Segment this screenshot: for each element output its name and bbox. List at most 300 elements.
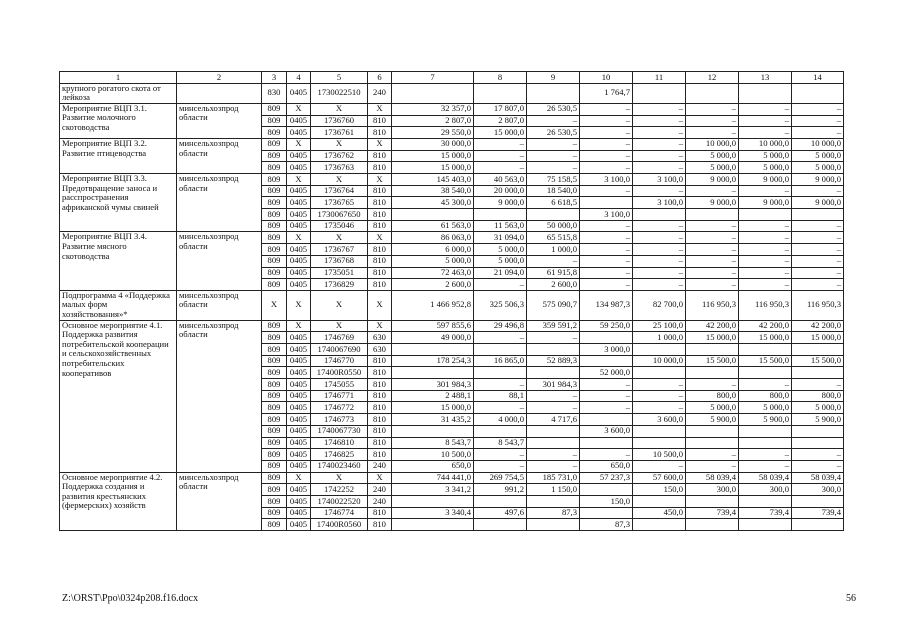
table-cell: [739, 367, 792, 379]
table-cell: 0405: [287, 402, 311, 414]
table-cell: 87,3: [527, 507, 580, 519]
table-cell: 16 865,0: [474, 355, 527, 367]
table-cell: 0405: [287, 379, 311, 391]
table-cell: [580, 332, 633, 344]
table-cell: 450,0: [633, 507, 686, 519]
table-cell: [739, 495, 792, 507]
table-cell: 809: [262, 279, 287, 291]
table-cell: 6 000,0: [392, 244, 474, 256]
table-cell: X: [311, 320, 368, 332]
column-number: 7: [392, 72, 474, 84]
table-cell: [474, 495, 527, 507]
table-cell: 26 530,5: [527, 103, 580, 115]
table-cell: [527, 495, 580, 507]
column-number: 8: [474, 72, 527, 84]
table-cell: 1736763: [311, 162, 368, 174]
table-cell: 1736764: [311, 185, 368, 197]
table-cell: 810: [368, 244, 392, 256]
table-cell: –: [527, 460, 580, 472]
table-cell: [633, 495, 686, 507]
table-cell: –: [686, 255, 739, 267]
table-cell: 10 000,0: [739, 138, 792, 150]
table-cell: 145 403,0: [392, 174, 474, 186]
table-cell: 240: [368, 484, 392, 496]
table-cell: X: [368, 232, 392, 244]
table-cell: 86 063,0: [392, 232, 474, 244]
table-cell: 5 000,0: [474, 255, 527, 267]
table-cell: 301 984,3: [527, 379, 580, 391]
executor: минсельхозпрод области: [177, 138, 262, 173]
table-cell: 809: [262, 220, 287, 232]
table-cell: 810: [368, 390, 392, 402]
table-cell: 809: [262, 115, 287, 127]
table-cell: 50 000,0: [527, 220, 580, 232]
executor: минсельхозпрод области: [177, 472, 262, 530]
table-cell: 809: [262, 174, 287, 186]
table-cell: –: [633, 460, 686, 472]
table-cell: 810: [368, 414, 392, 426]
table-cell: 5 000,0: [392, 255, 474, 267]
table-cell: 2 600,0: [527, 279, 580, 291]
table-cell: 5 000,0: [474, 244, 527, 256]
table-cell: 3 340,4: [392, 507, 474, 519]
table-cell: –: [633, 150, 686, 162]
table-cell: 810: [368, 437, 392, 449]
table-cell: –: [474, 279, 527, 291]
table-cell: –: [474, 150, 527, 162]
table-cell: –: [580, 255, 633, 267]
table-cell: 5 000,0: [792, 162, 844, 174]
table-cell: 1736765: [311, 197, 368, 209]
table-cell: 1740067690: [311, 344, 368, 356]
table-cell: –: [633, 220, 686, 232]
table-cell: 9 000,0: [739, 174, 792, 186]
table-cell: –: [580, 402, 633, 414]
table-cell: [686, 209, 739, 221]
table-cell: [474, 367, 527, 379]
table-cell: 178 254,3: [392, 355, 474, 367]
table-cell: 21 094,0: [474, 267, 527, 279]
table-cell: [792, 519, 844, 531]
table-cell: 810: [368, 127, 392, 139]
table-cell: –: [633, 244, 686, 256]
table-cell: [474, 519, 527, 531]
table-cell: 630: [368, 332, 392, 344]
table-cell: X: [287, 232, 311, 244]
table-cell: X: [262, 290, 287, 320]
activity-name: Основное мероприятие 4.1. Поддержка развития потребительской кооперации и сельскохозяйственных потребительских кооперативов: [60, 320, 177, 472]
table-cell: 0405: [287, 197, 311, 209]
column-number: 12: [686, 72, 739, 84]
activity-name: крупного рогатого скота от лейкоза: [60, 83, 177, 103]
table-cell: 810: [368, 355, 392, 367]
table-cell: 0405: [287, 484, 311, 496]
table-cell: 800,0: [792, 390, 844, 402]
table-cell: 809: [262, 244, 287, 256]
executor: [177, 83, 262, 103]
table-cell: [527, 425, 580, 437]
table-cell: [527, 209, 580, 221]
table-cell: 10 000,0: [633, 355, 686, 367]
table-cell: 116 950,3: [739, 290, 792, 320]
table-cell: 810: [368, 507, 392, 519]
table-cell: 1 150,0: [527, 484, 580, 496]
table-cell: –: [580, 390, 633, 402]
table-cell: 5 000,0: [739, 162, 792, 174]
table-cell: 810: [368, 220, 392, 232]
table-row: [60, 320, 844, 332]
table-cell: 1746772: [311, 402, 368, 414]
table-cell: 809: [262, 209, 287, 221]
table-cell: –: [527, 402, 580, 414]
executor: минсельхозпрод области: [177, 174, 262, 232]
table-cell: 1735046: [311, 220, 368, 232]
table-cell: 5 000,0: [686, 150, 739, 162]
table-cell: 991,2: [474, 484, 527, 496]
table-cell: 0405: [287, 425, 311, 437]
table-cell: 497,6: [474, 507, 527, 519]
table-cell: 810: [368, 379, 392, 391]
table-cell: [474, 83, 527, 103]
table-cell: 0405: [287, 367, 311, 379]
table-row: [60, 290, 844, 320]
activity-name: Мероприятие ВЦП 3.2. Развитие птицеводства: [60, 138, 177, 173]
table-cell: –: [792, 449, 844, 461]
table-cell: 1730022510: [311, 83, 368, 103]
table-cell: –: [686, 460, 739, 472]
table-cell: 1740023460: [311, 460, 368, 472]
table-cell: 325 506,3: [474, 290, 527, 320]
table-cell: 59 250,0: [580, 320, 633, 332]
table-cell: 116 950,3: [792, 290, 844, 320]
table-cell: 18 540,0: [527, 185, 580, 197]
table-cell: 25 100,0: [633, 320, 686, 332]
table-cell: [686, 519, 739, 531]
table-cell: 5 900,0: [739, 414, 792, 426]
table-cell: –: [633, 127, 686, 139]
table-cell: 15 000,0: [739, 332, 792, 344]
table-row: [60, 103, 844, 115]
table-cell: –: [739, 279, 792, 291]
table-cell: –: [686, 103, 739, 115]
table-cell: 809: [262, 355, 287, 367]
table-cell: 2 488,1: [392, 390, 474, 402]
table-cell: 359 591,2: [527, 320, 580, 332]
table-cell: 31 435,2: [392, 414, 474, 426]
column-number: 6: [368, 72, 392, 84]
table-cell: –: [580, 138, 633, 150]
table-cell: –: [686, 127, 739, 139]
table-cell: –: [633, 279, 686, 291]
table-cell: 809: [262, 495, 287, 507]
table-cell: 809: [262, 449, 287, 461]
table-cell: –: [792, 185, 844, 197]
table-row: [60, 83, 844, 103]
executor: минсельхозпрод области: [177, 232, 262, 290]
activity-name: Мероприятие ВЦП 3.1. Развитие молочного скотоводства: [60, 103, 177, 138]
table-cell: [686, 495, 739, 507]
table-cell: 2 807,0: [474, 115, 527, 127]
table-cell: –: [580, 185, 633, 197]
table-cell: 87,3: [580, 519, 633, 531]
table-cell: –: [739, 185, 792, 197]
table-cell: [686, 83, 739, 103]
table-cell: 240: [368, 495, 392, 507]
table-cell: –: [792, 379, 844, 391]
table-cell: 575 090,7: [527, 290, 580, 320]
table-cell: 52 000,0: [580, 367, 633, 379]
table-cell: 38 540,0: [392, 185, 474, 197]
table-cell: [739, 209, 792, 221]
table-cell: –: [633, 162, 686, 174]
table-cell: 3 000,0: [580, 344, 633, 356]
table-cell: 1736762: [311, 150, 368, 162]
table-cell: 301 984,3: [392, 379, 474, 391]
table-cell: 810: [368, 519, 392, 531]
table-cell: 9 000,0: [474, 197, 527, 209]
table-cell: –: [739, 460, 792, 472]
table-cell: 0405: [287, 127, 311, 139]
table-cell: 809: [262, 197, 287, 209]
table-cell: [633, 367, 686, 379]
table-cell: X: [287, 103, 311, 115]
column-number: 3: [262, 72, 287, 84]
table-cell: 1736768: [311, 255, 368, 267]
table-cell: 4 000,0: [474, 414, 527, 426]
table-cell: 15 000,0: [474, 127, 527, 139]
table-cell: 809: [262, 437, 287, 449]
table-cell: 5 000,0: [739, 150, 792, 162]
table-cell: 5 000,0: [686, 162, 739, 174]
executor: минсельхозпрод области: [177, 320, 262, 472]
table-cell: –: [580, 379, 633, 391]
table-cell: [633, 437, 686, 449]
table-cell: 300,0: [739, 484, 792, 496]
table-cell: –: [527, 115, 580, 127]
table-cell: [474, 344, 527, 356]
table-cell: 809: [262, 267, 287, 279]
table-cell: [739, 519, 792, 531]
table-cell: X: [287, 472, 311, 484]
table-cell: [792, 437, 844, 449]
table-cell: 9 000,0: [792, 174, 844, 186]
table-cell: 45 300,0: [392, 197, 474, 209]
table-cell: 49 000,0: [392, 332, 474, 344]
table-cell: –: [686, 185, 739, 197]
table-cell: 809: [262, 332, 287, 344]
table-cell: –: [580, 267, 633, 279]
table-cell: –: [633, 103, 686, 115]
table-cell: –: [527, 255, 580, 267]
table-cell: 11 563,0: [474, 220, 527, 232]
table-cell: –: [474, 460, 527, 472]
table-cell: 0405: [287, 150, 311, 162]
column-number: 1: [60, 72, 177, 84]
table-cell: 65 515,8: [527, 232, 580, 244]
table-cell: –: [739, 220, 792, 232]
table-cell: X: [368, 103, 392, 115]
table-cell: 809: [262, 138, 287, 150]
table-cell: X: [311, 472, 368, 484]
table-cell: 0405: [287, 255, 311, 267]
table-cell: 75 158,5: [527, 174, 580, 186]
table-cell: 810: [368, 150, 392, 162]
table-cell: 1746774: [311, 507, 368, 519]
table-cell: –: [686, 244, 739, 256]
table-cell: X: [287, 174, 311, 186]
table-cell: 810: [368, 367, 392, 379]
table-cell: [633, 209, 686, 221]
table-cell: [392, 209, 474, 221]
table-row: [60, 174, 844, 186]
table-cell: –: [739, 244, 792, 256]
table-cell: –: [633, 267, 686, 279]
table-cell: 1742252: [311, 484, 368, 496]
table-cell: 29 496,8: [474, 320, 527, 332]
table-cell: 1730067650: [311, 209, 368, 221]
table-cell: 800,0: [686, 390, 739, 402]
table-cell: 810: [368, 267, 392, 279]
table-cell: 0405: [287, 185, 311, 197]
table-cell: –: [739, 232, 792, 244]
table-cell: 809: [262, 320, 287, 332]
table-cell: X: [311, 174, 368, 186]
table-cell: –: [580, 103, 633, 115]
table-cell: 597 855,6: [392, 320, 474, 332]
table-cell: 8 543,7: [392, 437, 474, 449]
table-cell: 0405: [287, 332, 311, 344]
table-cell: 10 000,0: [686, 138, 739, 150]
table-cell: 3 600,0: [633, 414, 686, 426]
column-number: 5: [311, 72, 368, 84]
table-cell: –: [792, 255, 844, 267]
table-cell: [686, 437, 739, 449]
table-cell: [580, 355, 633, 367]
table-cell: –: [739, 449, 792, 461]
table-cell: –: [474, 449, 527, 461]
table-cell: –: [633, 185, 686, 197]
table-row: [60, 138, 844, 150]
table-cell: 810: [368, 425, 392, 437]
table-cell: 809: [262, 472, 287, 484]
activity-name: Основное мероприятие 4.2. Поддержка создания и развития крестьянских (фермерских) хозяйств: [60, 472, 177, 530]
table-cell: –: [739, 379, 792, 391]
table-cell: –: [527, 449, 580, 461]
table-cell: 0405: [287, 115, 311, 127]
table-cell: 810: [368, 402, 392, 414]
table-cell: –: [527, 138, 580, 150]
table-cell: [392, 367, 474, 379]
table-cell: 800,0: [739, 390, 792, 402]
activity-name: Мероприятие ВЦП 3.3. Предотвращение заноса и расспространения африканской чумы свиней: [60, 174, 177, 232]
table-cell: 0405: [287, 460, 311, 472]
table-cell: 0405: [287, 83, 311, 103]
table-cell: 26 530,5: [527, 127, 580, 139]
table-cell: 809: [262, 519, 287, 531]
executor: минсельхозпрод области: [177, 103, 262, 138]
table-cell: 57 600,0: [633, 472, 686, 484]
table-cell: –: [633, 402, 686, 414]
table-cell: –: [633, 115, 686, 127]
table-cell: [633, 425, 686, 437]
table-cell: –: [792, 232, 844, 244]
activity-name: Подпрограмма 4 «Поддержка малых форм хозяйствования»*: [60, 290, 177, 320]
table-cell: 0405: [287, 344, 311, 356]
table-cell: 17400R0560: [311, 519, 368, 531]
table-cell: [580, 507, 633, 519]
file-path: Z:\ORST\Ppo\0324p208.f16.docx: [62, 593, 199, 604]
table-cell: 809: [262, 185, 287, 197]
table-cell: 15 000,0: [792, 332, 844, 344]
column-number: 11: [633, 72, 686, 84]
table-cell: 72 463,0: [392, 267, 474, 279]
table-cell: 5 900,0: [792, 414, 844, 426]
table-cell: 1746769: [311, 332, 368, 344]
table-cell: –: [580, 127, 633, 139]
table-cell: 30 000,0: [392, 138, 474, 150]
table-cell: –: [686, 279, 739, 291]
table-cell: 185 731,0: [527, 472, 580, 484]
table-cell: 809: [262, 460, 287, 472]
table-cell: 1746771: [311, 390, 368, 402]
table-cell: 40 563,0: [474, 174, 527, 186]
table-cell: 300,0: [792, 484, 844, 496]
table-cell: [739, 437, 792, 449]
table-cell: 0405: [287, 162, 311, 174]
table-cell: –: [580, 232, 633, 244]
table-cell: –: [792, 115, 844, 127]
table-cell: 116 950,3: [686, 290, 739, 320]
column-number: 13: [739, 72, 792, 84]
table-cell: 42 200,0: [686, 320, 739, 332]
table-cell: –: [739, 103, 792, 115]
table-cell: 1736761: [311, 127, 368, 139]
table-cell: [739, 83, 792, 103]
table-cell: 3 100,0: [580, 209, 633, 221]
table-cell: –: [792, 267, 844, 279]
table-cell: X: [368, 320, 392, 332]
table-cell: 2 807,0: [392, 115, 474, 127]
table-cell: 9 000,0: [686, 197, 739, 209]
table-cell: 57 237,3: [580, 472, 633, 484]
table-cell: 1736760: [311, 115, 368, 127]
table-cell: 10 500,0: [392, 449, 474, 461]
table-cell: X: [311, 290, 368, 320]
table-cell: X: [311, 138, 368, 150]
table-cell: 809: [262, 390, 287, 402]
table-cell: 17 807,0: [474, 103, 527, 115]
table-cell: 810: [368, 185, 392, 197]
table-cell: –: [474, 162, 527, 174]
column-number: 10: [580, 72, 633, 84]
column-number: 4: [287, 72, 311, 84]
table-cell: –: [739, 115, 792, 127]
table-cell: 31 094,0: [474, 232, 527, 244]
table-cell: 0405: [287, 244, 311, 256]
table-cell: 810: [368, 449, 392, 461]
table-cell: 15 000,0: [686, 332, 739, 344]
table-cell: 0405: [287, 390, 311, 402]
table-cell: 809: [262, 507, 287, 519]
table-cell: –: [792, 220, 844, 232]
table-cell: 0405: [287, 220, 311, 232]
table-cell: [580, 197, 633, 209]
table-cell: –: [580, 449, 633, 461]
table-cell: [392, 495, 474, 507]
table-cell: 0405: [287, 355, 311, 367]
table-cell: –: [633, 255, 686, 267]
table-cell: X: [368, 472, 392, 484]
